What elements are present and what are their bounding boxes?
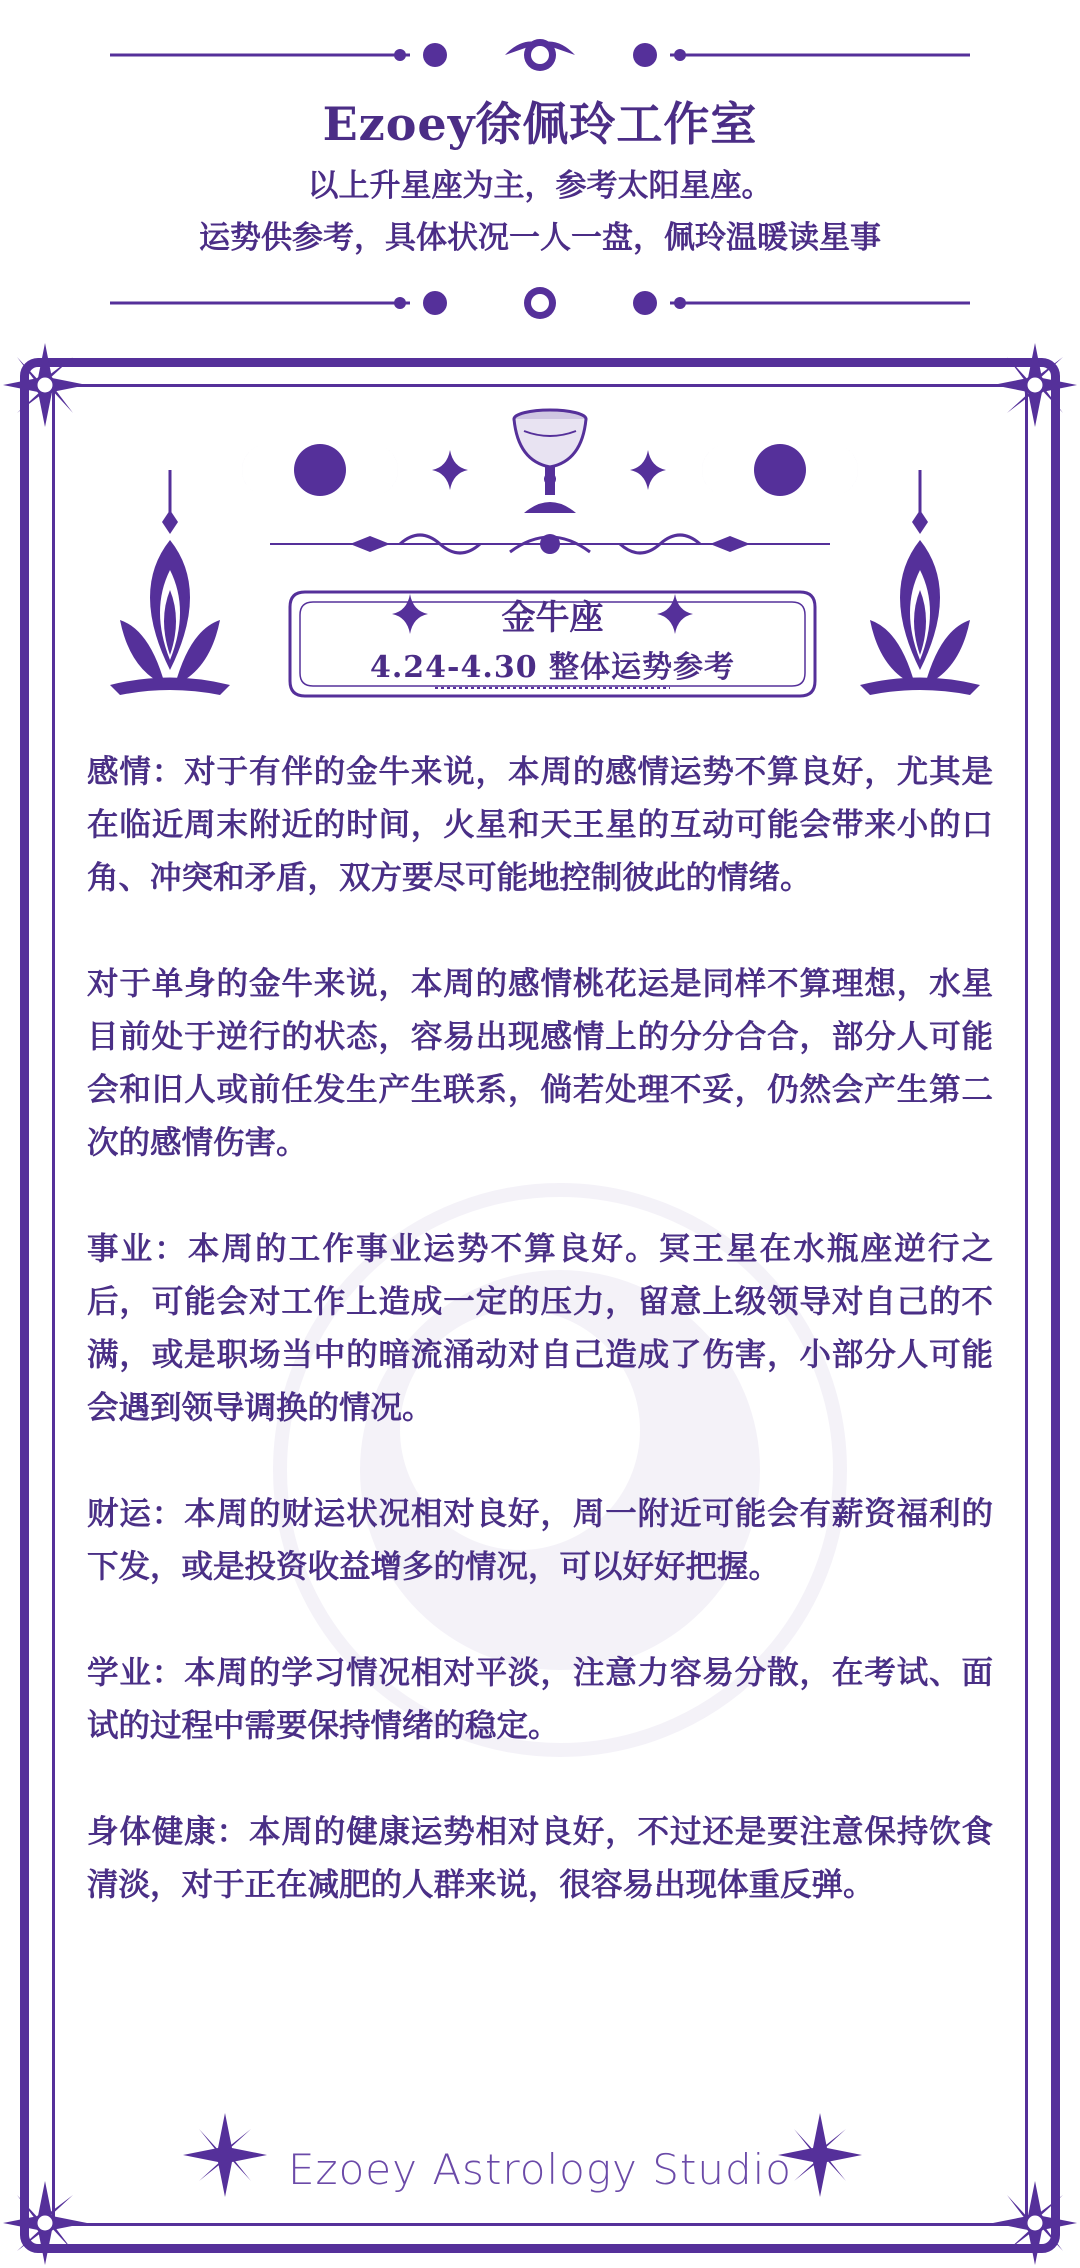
zodiac-sign-title: 金牛座	[501, 598, 604, 638]
lotus-ornament-icon	[860, 470, 980, 705]
top-ornament-divider	[110, 30, 970, 80]
moon-phases-icon	[700, 440, 860, 500]
paragraph-health: 身体健康：本周的健康运势相对良好，不过还是要注意保持饮食清淡，对于正在减肥的人群来说，很容易出现体重反弹。	[87, 1813, 993, 1903]
header-subtitle-2: 运势供参考，具体状况一人一盘，佩玲温暖读星事	[199, 220, 881, 256]
header-bottom-divider	[110, 278, 970, 328]
corner-star-icon	[0, 340, 90, 430]
paragraph-study: 学业：本周的学习情况相对平淡，注意力容易分散，在考试、面试的过程中需要保持情绪的稳定。	[87, 1654, 993, 1744]
corner-star-icon	[990, 340, 1080, 430]
studio-title: Ezoey徐佩玲工作室	[322, 97, 758, 151]
date-range: 4.24-4.30 整体运势参考	[369, 650, 736, 685]
sparkle-icon	[628, 448, 668, 492]
flourish-divider	[270, 522, 830, 572]
chalice-icon	[500, 405, 600, 520]
paragraph-love-single: 对于单身的金牛来说，本周的感情桃花运是同样不算理想，水星目前处于逆行的状态，容易出现感情上的分分合合，部分人可能会和旧人或前任发生产生联系，倘若处理不妥，仍然会产生第二次的感情伤害。	[87, 965, 993, 1161]
lotus-ornament-icon	[110, 470, 230, 705]
sparkle-icon	[430, 448, 470, 492]
paragraph-career: 事业：本周的工作事业运势不算良好。冥王星在水瓶座逆行之后，可能会对工作上造成一定的压力，留意上级领导对自己的不满，或是职场当中的暗流涌动对自己造成了伤害，小部分人可能会遇到领导调换的情况。	[87, 1230, 993, 1426]
paragraph-love-partnered: 感情：对于有伴的金牛来说，本周的感情运势不算良好，尤其是在临近周末附近的时间，火星和天王星的互动可能会带来小的口角、冲突和矛盾，双方要尽可能地控制彼此的情绪。	[87, 753, 993, 896]
footer-studio-name: Ezoey Astrology Studio	[288, 2145, 792, 2194]
header-subtitle-1: 以上升星座为主，参考太阳星座。	[307, 168, 773, 204]
horoscope-content	[87, 745, 993, 1964]
moon-phases-icon	[240, 440, 400, 500]
paragraph-wealth: 财运：本周的财运状况相对良好，周一附近可能会有薪资福利的下发，或是投资收益增多的情况，可以好好把握。	[87, 1495, 993, 1585]
